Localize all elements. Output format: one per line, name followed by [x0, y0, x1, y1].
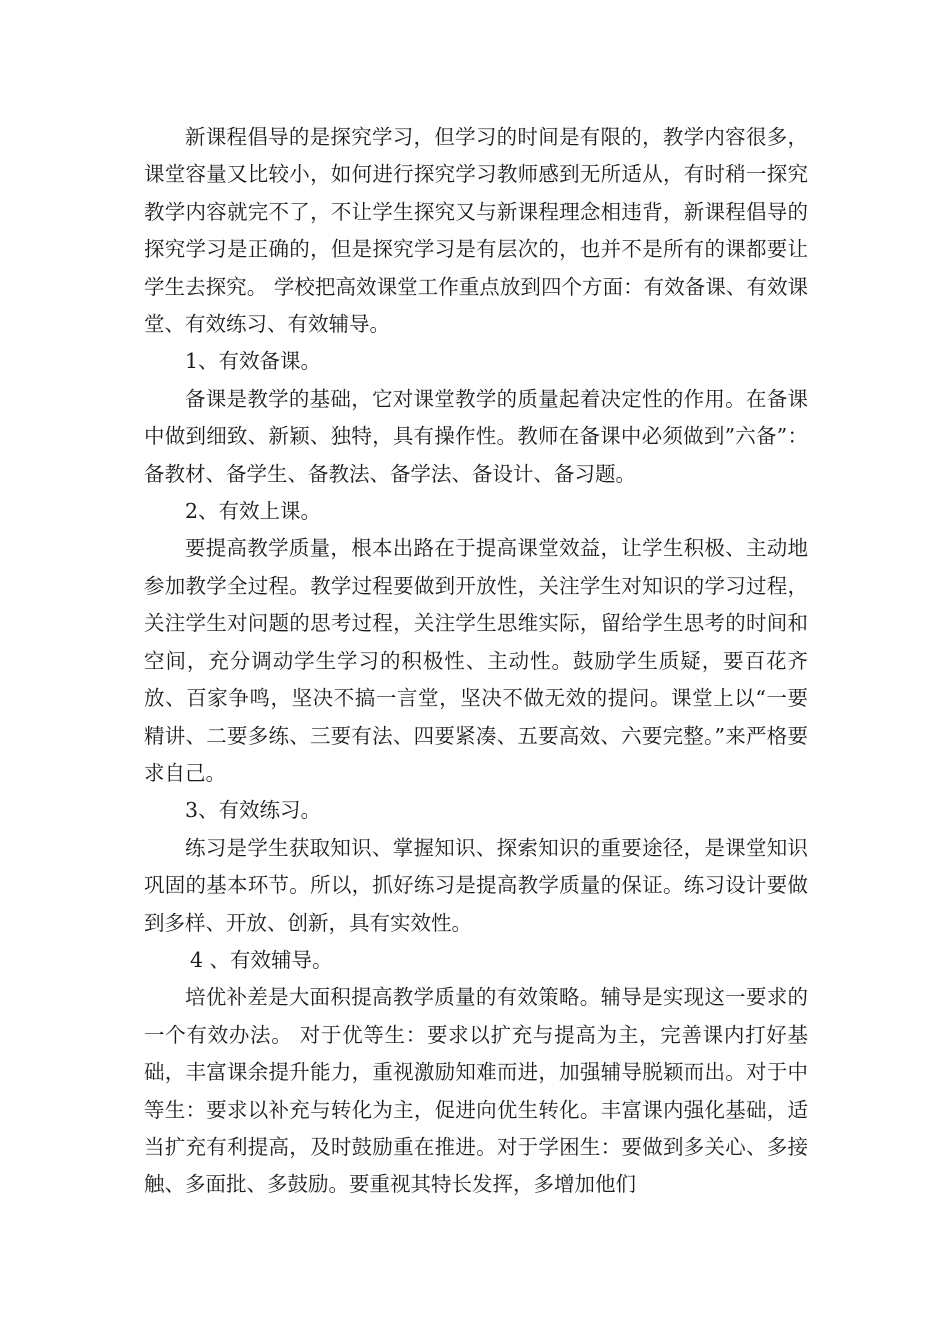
paragraph-tutoring: 培优补差是大面积提高教学质量的有效策略。辅导是实现这一要求的一个有效办法。 对于优等生：要求以扩充与提高为主，完善课内打好基础，丰富课余提升能力，重视激励知难而进，加强辅导脱颖而出。对于中等生：要求以补充与转化为主，促进向优生转化。丰富课内强化基础，适当扩充有利提高，及时鼓励重在推进。对于学困生：要做到多关心、多接触、多面批、多鼓励。要重视其特长发挥，多增加他们 — [144, 985, 808, 1197]
heading-effective-lesson-prep: 1、有效备课。 — [185, 349, 322, 374]
heading-effective-class: 2、有效上课。 — [185, 499, 322, 524]
heading-effective-tutoring: 4 、有效辅导。 — [190, 947, 333, 972]
paragraph-lesson-prep: 备课是教学的基础，它对课堂教学的质量起着决定性的作用。在备课中做到细致、新颖、独特，具有操作性。教师在备课中必须做到”六备”：备教材、备学生、备教法、备学法、备设计、备习题。 — [144, 386, 808, 486]
paragraph-class: 要提高教学质量，根本出路在于提高课堂效益，让学生积极、主动地参加教学全过程。教学过程要做到开放性，关注学生对知识的学习过程，关注学生对问题的思考过程，关注学生思维实际，留给学生思考的时间和空间，充分调动学生学习的积极性、主动性。鼓励学生质疑，要百花齐放、百家争鸣，坚决不搞一言堂，坚决不做无效的提问。课堂上以“一要精讲、二要多练、三要有法、四要紧凑、五要高效、六要完整。”来严格要求自己。 — [144, 536, 808, 785]
document-body — [144, 119, 808, 1204]
paragraph-practice: 练习是学生获取知识、掌握知识、探索知识的重要途径，是课堂知识巩固的基本环节。所以，抓好练习是提高教学质量的保证。练习设计要做到多样、开放、创新，具有实效性。 — [144, 835, 808, 935]
heading-effective-practice: 3、有效练习。 — [185, 798, 322, 823]
paragraph-intro: 新课程倡导的是探究学习，但学习的时间是有限的，教学内容很多，课堂容量又比较小，如何进行探究学习教师感到无所适从，有时稍一探究教学内容就完不了，不让学生探究又与新课程理念相违背，新课程倡导的探究学习是正确的，但是探究学习是有层次的，也并不是所有的课都要让学生去探究。 学校把高效课堂工作重点放到四个方面：有效备课、有效课堂、有效练习、有效辅导。 — [144, 125, 808, 337]
